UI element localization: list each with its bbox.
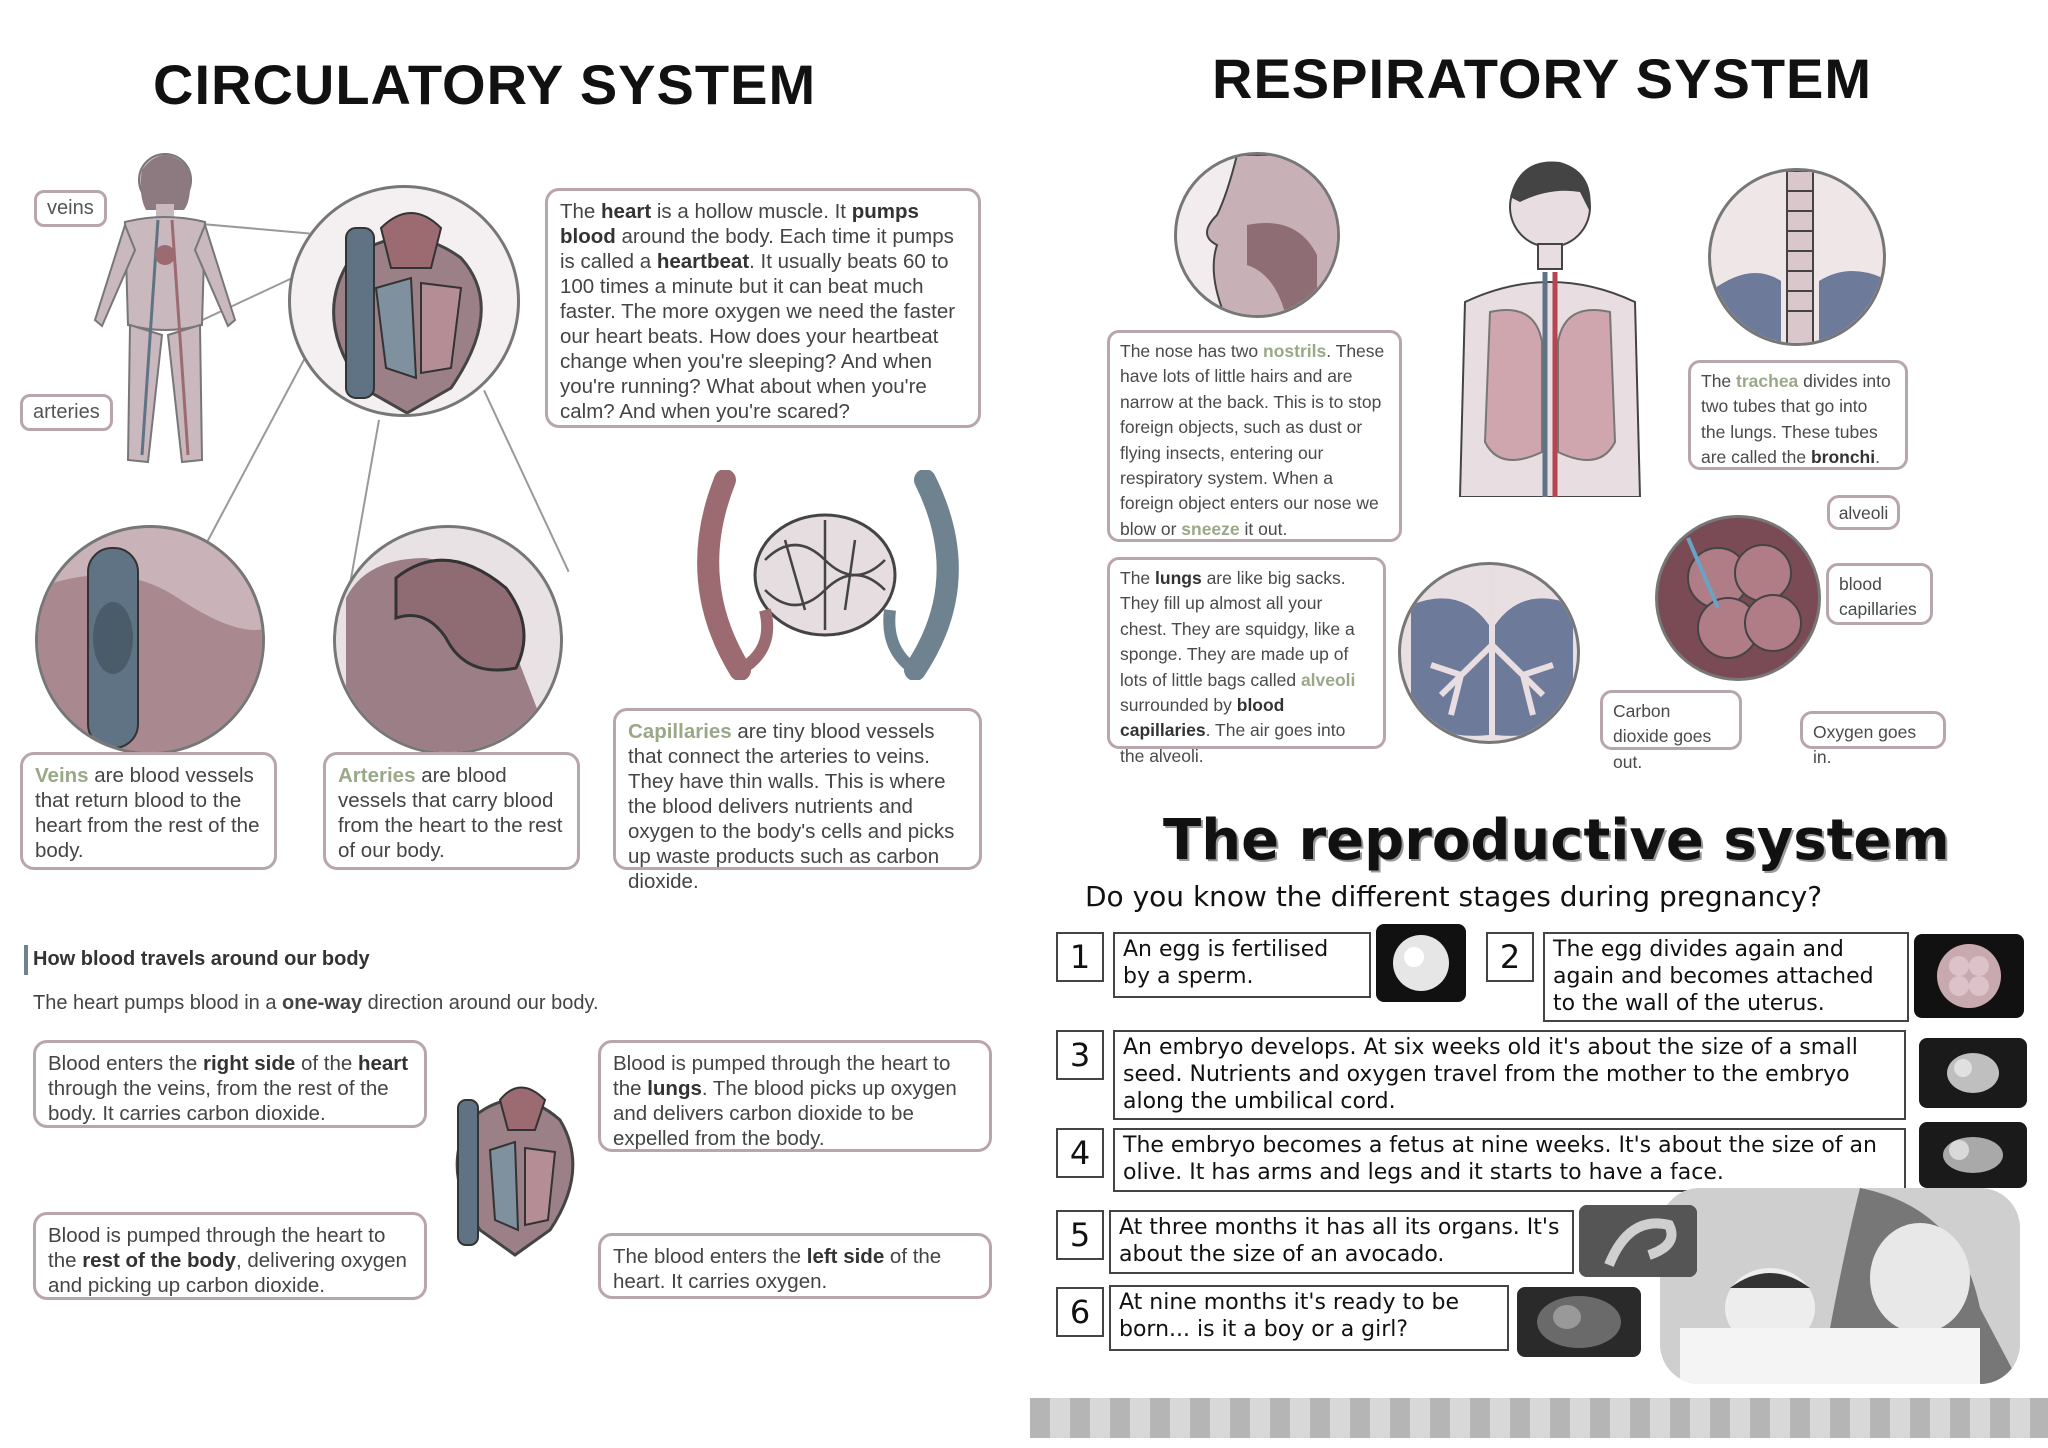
stage-text: The egg divides again and again and becomes attached to the wall of the uterus. [1543, 932, 1909, 1022]
trachea-closeup-illustration [1708, 168, 1886, 346]
nose-description-box: The nose has two nostrils. These have lots of little hairs and are narrow at the back. This is to stop foreign objects, such as dust or flying insects, entering our respiratory system. When a foreign object enters our nose we blow or sneeze it out. [1107, 330, 1402, 542]
nine-month-fetus-photo [1517, 1287, 1641, 1357]
reproductive-title: The reproductive system [1163, 808, 1950, 873]
stage-number: 6 [1056, 1287, 1104, 1337]
stage-text: At nine months it's ready to be born... is it a boy or a girl? [1109, 1285, 1509, 1351]
heart-description-box: The heart is a hollow muscle. It pumps blood around the body. Each time it pumps is called a heartbeat. It usually beats 60 to 100 times a minute but it can beat much faster. The more oxygen we need the faster our heart beats. How does your heartbeat change when you're sleeping? And when you're running? What about when you're calm? And when you're scared? [545, 188, 981, 428]
circulatory-title: CIRCULATORY SYSTEM [153, 53, 817, 116]
heart-circle-illustration [288, 185, 520, 417]
fetus-photo [1919, 1122, 2027, 1188]
stage-number: 5 [1056, 1210, 1104, 1260]
step-rest-of-body-box: Blood is pumped through the heart to the rest of the body, delivering oxygen and picking up carbon dioxide. [33, 1212, 427, 1300]
fertilised-egg-photo [1376, 924, 1466, 1002]
label-veins: veins [34, 190, 107, 227]
stage-number: 4 [1056, 1128, 1104, 1178]
nose-closeup-illustration [1174, 152, 1340, 318]
label-blood-capillaries: blood capillaries [1826, 563, 1933, 625]
step-left-side-box: The blood enters the left side of the heart. It carries oxygen. [598, 1233, 992, 1299]
body-figure-illustration [80, 140, 250, 475]
capillaries-illustration [685, 470, 975, 680]
stage-number: 2 [1486, 932, 1534, 982]
step-right-side-box: Blood enters the right side of the heart through the veins, from the rest of the body. It carries carbon dioxide. [33, 1040, 427, 1128]
trachea-description-box: The trachea divides into two tubes that go into the lungs. These tubes are called the bronchi. [1688, 360, 1908, 470]
three-month-fetus-photo [1579, 1205, 1697, 1277]
stage-number: 3 [1056, 1030, 1104, 1080]
stage-number: 1 [1056, 932, 1104, 982]
stage-text: The embryo becomes a fetus at nine weeks. It's about the size of an olive. It has arms and legs and it starts to have a face. [1113, 1128, 1906, 1192]
bronchi-closeup-illustration [1398, 562, 1580, 744]
label-alveoli: alveoli [1827, 495, 1900, 530]
capillaries-description-box: Capillaries are tiny blood vessels that connect the arteries to veins. They have thin walls. This is where the blood delivers nutrients and oxygen to the body's cells and picks up waste products such as carbon dioxide. [613, 708, 982, 870]
label-oxygen: Oxygen goes in. [1800, 711, 1946, 749]
label-carbon-dioxide: Carbon dioxide goes out. [1600, 690, 1742, 750]
label-arteries: arteries [20, 394, 113, 431]
embryo-photo [1919, 1038, 2027, 1108]
step-lungs-box: Blood is pumped through the heart to the lungs. The blood picks up oxygen and delivers carbon dioxide to be expelled from the body. [598, 1040, 992, 1152]
stage-text: An egg is fertilised by a sperm. [1113, 932, 1371, 998]
mother-baby-photo [1660, 1188, 2020, 1384]
stage-text: At three months it has all its organs. It's about the size of an avocado. [1109, 1210, 1574, 1274]
person-lungs-illustration [1450, 152, 1650, 497]
stage-text: An embryo develops. At six weeks old it's about the size of a small seed. Nutrients and oxygen travel from the mother to the embryo along the umbilical cord. [1113, 1030, 1906, 1120]
small-heart-illustration [440, 1070, 590, 1260]
artery-closeup-illustration [333, 525, 563, 755]
arteries-description-box: Arteries are blood vessels that carry blood from the heart to the rest of our body. [323, 752, 580, 870]
travel-intro: The heart pumps blood in a one-way direction around our body. [33, 992, 599, 1014]
decorative-stripe-band [1030, 1398, 2048, 1438]
lungs-description-box: The lungs are like big sacks. They fill up almost all your chest. They are squidgy, like a sponge. They are made up of lots of little bags called alveoli surrounded by blood capillaries. The air goes into the alveoli. [1107, 557, 1386, 749]
section-marker [24, 945, 28, 975]
dividing-egg-photo [1914, 934, 2024, 1018]
veins-description-box: Veins are blood vessels that return blood to the heart from the rest of the body. [20, 752, 277, 870]
pregnancy-question: Do you know the different stages during pregnancy? [1085, 880, 1823, 913]
respiratory-title: RESPIRATORY SYSTEM [1212, 47, 1873, 110]
alveoli-closeup-illustration [1655, 515, 1821, 681]
vein-closeup-illustration [35, 525, 265, 755]
travel-heading: How blood travels around our body [33, 948, 370, 970]
